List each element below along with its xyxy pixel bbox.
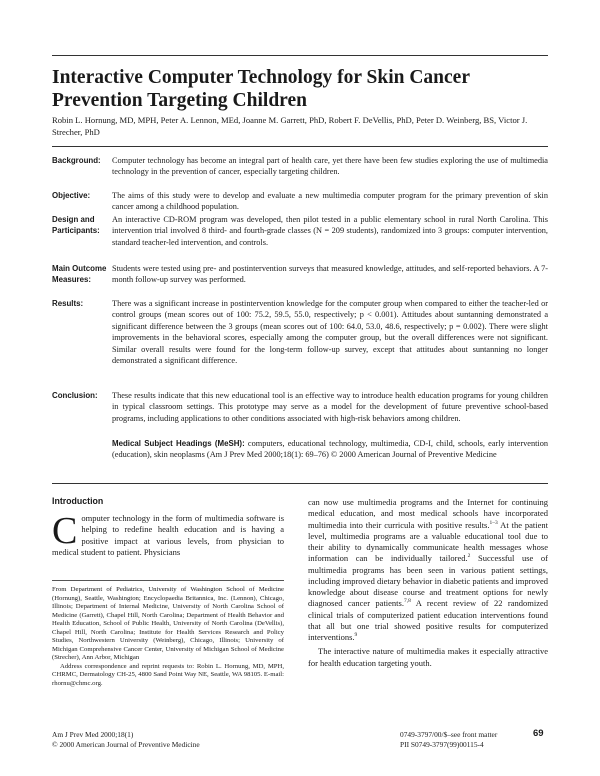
article-title: Interactive Computer Technology for Skin Cancer Prevention Targeting Children	[52, 67, 470, 111]
mesh-label: Medical Subject Headings (MeSH):	[112, 439, 245, 448]
abstract-text: The aims of this study were to develop and evaluate a new multimedia computer program for the primary prevention of skin cancer among a childhood population.	[112, 191, 548, 212]
top-rule	[52, 55, 548, 56]
affiliations: From Department of Pediatrics, University of Washington School of Medicine (Hornung), Seattle, Washington; Encyclopaedia Britannica, Inc. (Lennon), Chicago, Illinois; Department of Internal Medicine, University of North Carolina School of Medicine (Garrett), Chapel Hill, North Carolina; Department of Health Behavior and Health Education, School of Public Health, University of North Carolina (DeVellis), Chapel Hill, North Carolina; Institute for Health Services Research and Policy Studies, Northwestern University (Weinberg), Chicago, Illinois; University of Michigan Comprehensive Cancer Center, University of Michigan School of Medicine (Strecher), Ann Arbor, Michigan	[52, 586, 284, 662]
author-list: Robin L. Hornung, MD, MPH, Peter A. Lennon, MEd, Joanne M. Garrett, PhD, Robert F. DeVellis, PhD, Peter D. Weinberg, BS, Victor J. Strecher, PhD	[52, 115, 528, 137]
abstract-text: There was a significant increase in postintervention knowledge for the computer group when compared to either the teacher-led or control groups (mean scores out of 100: 75.2, 59.5, 55.0, respectively; p < 0.001). Attitudes about suntanning demonstrated a significant difference between the 3 groups (mean scores out of 100: 64.0, 53.0, 48.6, respectively; p = 0.002). There were slight improvements in the behavioral scores, especially among the computer group, but the overall differences were not significant. Similar overall results were found for the long-term follow-up survey, except that attitudes about suntanning no longer demonstrated a significant difference.	[112, 299, 548, 366]
abstract-bottom-rule	[52, 483, 548, 484]
intro-paragraph-right: can now use multimedia programs and the Internet for continuing medical education, and most medical schools have incorporated multimedia into their curricula with positive results.$^{1-3}$ At the patient level, multimedia programs are a valuable educational tool due to their ability to dynamically communicate health messages whose information can be individually tailored.$^2$ Successful use of multimedia programs has been seen in various patient settings, including improved dietary behavior in diabetic patients and improved knowledge about disease course and treatment options for newly diagnosed cancer patients.$^{7,8}$ A recent review of 22 randomized clinical trials of computerized patient education interventions found that all but one trial showed positive results for computerized interventions.$^9$ The interactive nature of multimedia makes it especially attractive for health education targeting youth.	[308, 497, 549, 668]
abstract-text: Computer technology has become an integral part of health care, yet there have been few studies exploring the use of multimedia technology in the prevention of cancer, especially targeting children.	[112, 156, 548, 177]
mesh-keywords	[112, 438, 548, 461]
citation: 1–3	[489, 519, 498, 526]
intro-paragraph-left	[52, 510, 284, 558]
correspondence: Address correspondence and reprint requests to: Robin L. Hornung, MD, MPH, CHRMC, Dermatology CH-25, 4800 Sand Point Way NE, Seattle, WA 98105. E-mail: rhornu@chmc.org.	[52, 662, 284, 688]
abstract-background	[52, 155, 548, 190]
abstract-label: Design and Participants:	[52, 215, 100, 236]
copyright: © 2000 American Journal of Preventive Medicine	[52, 740, 200, 749]
abstract-text: Students were tested using pre- and postintervention surveys that measured knowledge, attitudes, and self-reported behaviors. A 7-month follow-up survey was performed.	[112, 264, 548, 285]
pii: PII S0749-3797(99)00115-4	[400, 740, 484, 749]
citation: 2	[467, 553, 471, 560]
abstract-text: An interactive CD-ROM program was developed, then pilot tested in a public elementary school in rural North Carolina. This intervention trial involved 8 third- and fourth-grade classes (N = 209 students), randomized into 3 groups: computer intervention, standard teacher-led intervention, and controls.	[112, 215, 548, 247]
mesh-terms: computers, educational technology, multimedia, CD-I, child, schools, early intervention (education), skin neoplasms (Am J Prev Med 2000;18(1): 69–76) © 2000 American Journal of Preventive Medicine	[112, 439, 549, 460]
abstract-measures	[52, 263, 548, 298]
abstract-label: Main Outcome Measures:	[52, 264, 107, 285]
abstract-objective	[52, 190, 548, 213]
abstract-top-rule	[52, 146, 548, 147]
abstract-label: Results:	[52, 299, 84, 308]
abstract-results	[52, 298, 548, 390]
abstract-conclusion	[52, 390, 548, 436]
citation: 9	[354, 632, 358, 639]
footnote-rule	[52, 580, 284, 581]
intro-text: omputer technology in the form of multimedia software is helping to redefine health education and is having a positive impact at various levels, from physician to medical student to patient. Physicians	[52, 513, 284, 557]
citation: 7,8	[403, 598, 411, 605]
journal-citation: Am J Prev Med 2000;18(1)	[52, 730, 134, 739]
footnote	[52, 586, 284, 689]
issn: 0749-3797/00/$–see front matter	[400, 730, 498, 739]
abstract-label: Objective:	[52, 191, 91, 200]
abstract-label: Background:	[52, 156, 101, 165]
abstract-text: These results indicate that this new educational tool is an effective way to introduce health education programs for young children in typical classroom settings. This prototype may serve as a model for the development of future preventive school-based programs, including applications to other conditions associated with high-risk behaviors among children.	[112, 391, 548, 423]
abstract-label: Conclusion:	[52, 391, 98, 400]
section-heading: Introduction	[52, 496, 104, 506]
page-number: 69	[533, 728, 544, 739]
abstract-design	[52, 214, 548, 260]
drop-cap: C	[52, 510, 78, 552]
